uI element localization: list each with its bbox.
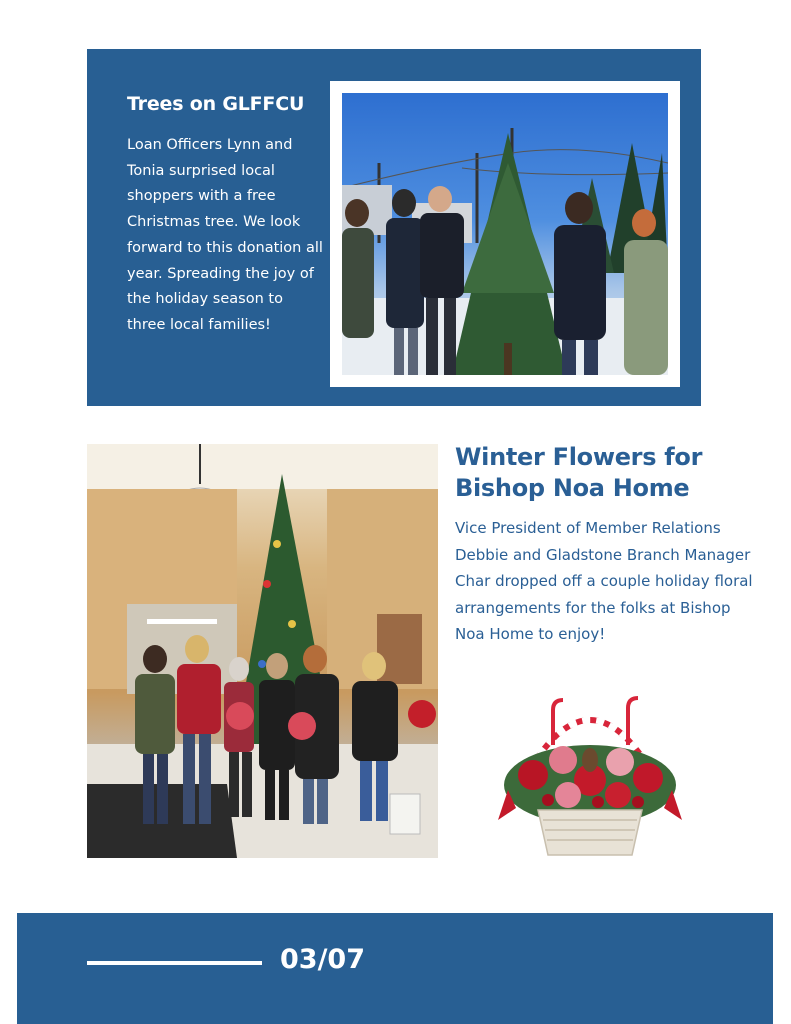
trees-photo-frame [330,81,680,387]
trees-photo-illustration [342,93,668,375]
flowers-photo [87,444,438,858]
page-number: 03/07 [280,944,366,975]
trees-section-title: Trees on GLFFCU [127,93,305,115]
trees-section-body: Loan Officers Lynn and Tonia surprised local shoppers with a free Christmas tree. We look forward to this donation all year. Spreading the joy of the holiday season to three local families! [127,137,323,333]
footer-bar [17,913,773,1024]
flowers-section-title: Winter Flowers for Bishop Noa Home [455,443,703,502]
footer-divider-line [87,961,262,965]
flower-basket-illustration [498,690,682,860]
trees-section-panel [87,49,701,406]
trees-photo [342,93,668,375]
flowers-photo-illustration [87,444,438,858]
flowers-section-body: Vice President of Member Relations Debbie and Gladstone Branch Manager Char dropped off a couple holiday floral arrangements for the folks at Bishop Noa Home to enjoy! [455,519,753,644]
flower-basket-image [498,690,682,860]
